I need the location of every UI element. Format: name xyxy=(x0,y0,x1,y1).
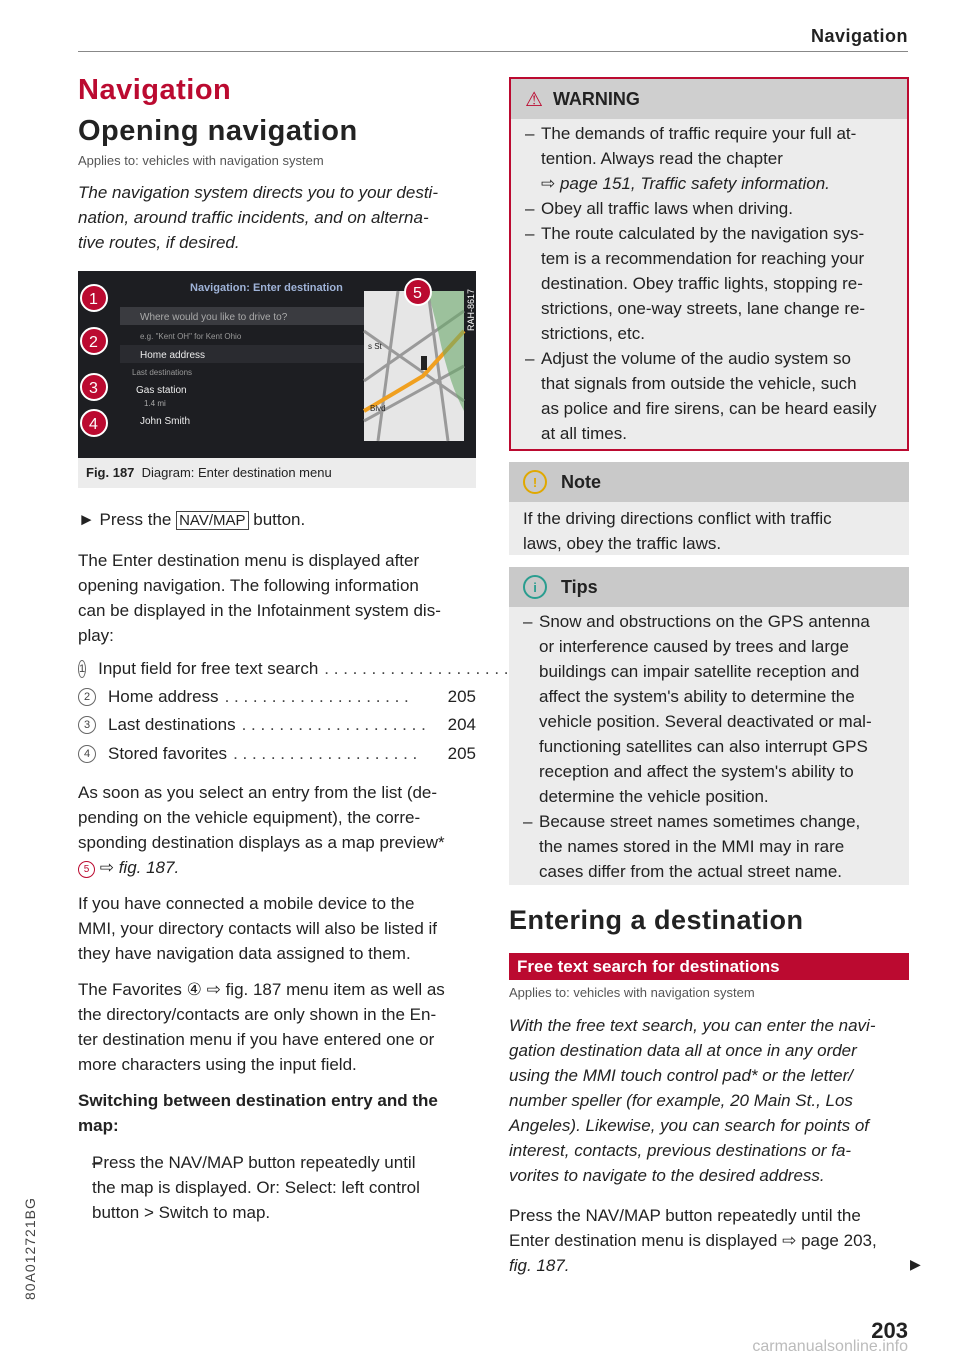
text-line: – The route calculated by the navigation sys- xyxy=(541,224,865,243)
text-line: at all times. xyxy=(541,424,627,443)
warning-body xyxy=(511,119,907,446)
gas-station-item: Gas station xyxy=(136,385,187,396)
intro-line: tive routes, if desired. xyxy=(78,233,240,252)
legend-item xyxy=(78,687,476,707)
paragraph-1 xyxy=(78,548,441,648)
text-line: map: xyxy=(78,1116,119,1135)
destination-flag-icon xyxy=(421,356,427,370)
item-label: Input field for free text search xyxy=(98,659,319,678)
intro-line: The navigation system directs you to your desti- xyxy=(78,183,438,202)
text-line: The Enter destination menu is displayed after xyxy=(78,551,420,570)
text-line: tention. Always read the chapter xyxy=(541,149,783,168)
subsection-title: Free text search for destinations xyxy=(509,953,909,980)
paragraph-3 xyxy=(78,891,437,966)
text-line: the map is displayed. Or: Select: left control xyxy=(92,1178,420,1197)
item-label: Last destinations xyxy=(108,715,236,734)
text-line: Angeles). Likewise, you can search for points of xyxy=(509,1116,870,1135)
document-code: 80A012721BG xyxy=(22,1197,38,1300)
paragraph-4 xyxy=(78,977,445,1077)
nav-map-key: NAV/MAP xyxy=(176,511,248,530)
text-line: ter destination menu if you have entered one or xyxy=(78,1030,435,1049)
press-pre: ► Press the xyxy=(78,510,172,529)
leader-dots: . . . . . . . . . . . . . . . . . . . . xyxy=(241,715,426,734)
text-line: fig. 187. xyxy=(509,1256,570,1275)
applies-note-right: Applies to: vehicles with navigation system xyxy=(509,985,755,1000)
text-line: reception and affect the system's ability to xyxy=(539,762,854,781)
text-line: using the MMI touch control pad* or the letter/ xyxy=(509,1066,853,1085)
callout-label: 4 xyxy=(89,416,98,433)
callout-label: 2 xyxy=(89,334,98,351)
text-line: If the driving directions conflict with traffic xyxy=(523,509,832,528)
warning-icon: ⚠ xyxy=(525,88,543,111)
search-hint: e.g. "Kent OH" for Kent Ohio xyxy=(140,332,242,341)
note-title: Note xyxy=(561,471,601,492)
list-item xyxy=(78,1150,476,1225)
text-line: – Press the NAV/MAP button repeatedly until xyxy=(92,1153,416,1172)
text-line: determine the vehicle position. xyxy=(539,787,769,806)
text-line: laws, obey the traffic laws. xyxy=(523,534,722,553)
text-line: pending on the vehicle equipment), the corre- xyxy=(78,808,421,827)
running-header: Navigation xyxy=(810,26,908,46)
text-line: gation destination data all at once in any order xyxy=(509,1041,857,1060)
text-line: strictions, one-way streets, lane change re- xyxy=(541,299,866,318)
text-line: functioning satellites can also interrupt GPS xyxy=(539,737,868,756)
section-title-entering: Entering a destination xyxy=(509,905,804,935)
tips-item xyxy=(509,609,909,809)
figure-caption xyxy=(78,458,476,488)
header-rule xyxy=(78,51,908,52)
text-line: play: xyxy=(78,626,114,645)
figure-ref: ⇨ fig. 187. xyxy=(99,858,180,877)
text-line: number speller (for example, 20 Main St., Los xyxy=(509,1091,853,1110)
home-address-item: Home address xyxy=(140,350,206,361)
item-page: 205 xyxy=(447,744,476,763)
paragraph-2 xyxy=(78,780,445,880)
figure-enter-destination xyxy=(78,271,476,458)
text-line: Switching between destination entry and the xyxy=(78,1091,438,1110)
search-placeholder: Where would you like to drive to? xyxy=(140,312,288,323)
text-line: vorites to navigate to the desired address. xyxy=(509,1166,825,1185)
text-line: – Snow and obstructions on the GPS antenna xyxy=(539,612,870,631)
item-number: 3 xyxy=(78,716,96,734)
text-line: MMI, your directory contacts will also be listed if xyxy=(78,919,438,938)
warning-box xyxy=(509,77,909,451)
section-title: Opening navigation xyxy=(78,115,358,147)
figure-code: RAH-8617 xyxy=(466,288,476,331)
text-line: they have navigation data assigned to them. xyxy=(78,944,411,963)
map-label: Blvd xyxy=(370,404,386,413)
note-box xyxy=(509,462,909,555)
text-line: opening navigation. The following information xyxy=(78,576,419,595)
text-line: buildings can impair satellite reception and xyxy=(539,662,860,681)
legend-item xyxy=(78,715,476,735)
legend-item xyxy=(78,659,509,679)
tips-box xyxy=(509,567,909,885)
page-number: 203 xyxy=(871,1318,908,1343)
text-line: vehicle position. Several deactivated or mal- xyxy=(539,712,872,731)
leader-dots: . . . . . . . . . . . . . . . . . . . . xyxy=(324,659,509,678)
watermark: carmanualsonline.info xyxy=(752,1338,908,1355)
switching-list xyxy=(78,1150,476,1225)
text-line: – Because street names sometimes change, xyxy=(539,812,861,831)
text-line: the names stored in the MMI may in rare xyxy=(539,837,845,856)
chapter-title: Navigation xyxy=(78,74,232,106)
switching-heading xyxy=(78,1088,438,1138)
text-line: that signals from outside the vehicle, such xyxy=(541,374,857,393)
warning-title: WARNING xyxy=(552,88,640,109)
tips-header xyxy=(509,567,909,607)
leader-dots: . . . . . . . . . . . . . . . . . . . . xyxy=(224,687,409,706)
warning-item xyxy=(511,121,907,196)
text-line: – Obey all traffic laws when driving. xyxy=(541,199,793,218)
free-text-intro xyxy=(509,1013,875,1188)
text-line: ⇨ page 151, Traffic safety information. xyxy=(541,174,830,193)
warning-item xyxy=(511,221,907,346)
item-label: Stored favorites xyxy=(108,744,228,763)
text-line: destination. Obey traffic lights, stopping re- xyxy=(541,274,863,293)
favorite-item: John Smith xyxy=(140,416,191,427)
callout-label: 1 xyxy=(89,291,98,308)
screen-title: Navigation: Enter destination xyxy=(190,282,343,294)
gas-station-distance: 1.4 mi xyxy=(144,399,166,408)
text-line: strictions, etc. xyxy=(541,324,645,343)
callout-ref: 5 xyxy=(78,861,95,878)
text-line: more characters using the input field. xyxy=(78,1055,357,1074)
press-instruction xyxy=(78,507,305,533)
tips-item xyxy=(509,809,909,884)
last-destinations-label: Last destinations xyxy=(132,368,193,377)
figure-caption-text: Diagram: Enter destination menu xyxy=(141,465,332,480)
press-paragraph xyxy=(509,1203,877,1278)
item-page: 204 xyxy=(447,715,476,734)
text-line: – Adjust the volume of the audio system so xyxy=(541,349,851,368)
text-line: button > Switch to map. xyxy=(92,1203,271,1222)
text-line: interest, contacts, previous destinations or fa- xyxy=(509,1141,852,1160)
item-page: 205 xyxy=(447,687,476,706)
info-icon: i xyxy=(523,575,547,599)
text-line: cases differ from the actual street name. xyxy=(539,862,842,881)
tips-body xyxy=(509,607,909,884)
warning-item xyxy=(511,346,907,446)
text-line: affect the system's ability to determine the xyxy=(539,687,855,706)
warning-item xyxy=(511,196,907,221)
tips-title: Tips xyxy=(561,576,598,597)
note-header xyxy=(509,462,909,502)
note-body xyxy=(509,502,909,560)
text-line: If you have connected a mobile device to the xyxy=(78,894,415,913)
warning-header xyxy=(511,79,907,119)
callout-label: 5 xyxy=(413,285,422,302)
note-icon: ! xyxy=(523,470,547,494)
continue-arrow-icon: ▶ xyxy=(910,1256,921,1272)
intro-line: nation, around traffic incidents, and on alterna- xyxy=(78,208,429,227)
item-number: 1 xyxy=(78,660,86,678)
text-line: as police and fire sirens, can be heard easily xyxy=(541,399,877,418)
text-line: the directory/contacts are only shown in the En- xyxy=(78,1005,437,1024)
leader-dots: . . . . . . . . . . . . . . . . . . . . xyxy=(233,744,418,763)
text-line: Enter destination menu is displayed ⇨ page 203, xyxy=(509,1231,877,1250)
figure-diagram xyxy=(78,271,476,458)
callout-label: 3 xyxy=(89,380,98,397)
text-line: can be displayed in the Infotainment system dis- xyxy=(78,601,441,620)
item-label: Home address xyxy=(108,687,219,706)
map-label: s St xyxy=(368,342,382,351)
text-line: or interference caused by trees and large xyxy=(539,637,849,656)
text-line: With the free text search, you can enter the navi- xyxy=(509,1016,876,1035)
text-line: Press the NAV/MAP button repeatedly until the xyxy=(509,1206,861,1225)
item-number: 2 xyxy=(78,688,96,706)
intro-text xyxy=(78,180,438,255)
text-line: sponding destination displays as a map preview* xyxy=(78,833,445,852)
legend-item xyxy=(78,744,476,764)
text-line: – The demands of traffic require your full at- xyxy=(541,124,857,143)
figure-number: Fig. 187 xyxy=(86,465,135,480)
applies-note: Applies to: vehicles with navigation system xyxy=(78,153,324,168)
text-line: As soon as you select an entry from the list (de- xyxy=(78,783,438,802)
item-number: 4 xyxy=(78,745,96,763)
text-line: The Favorites ④ ⇨ fig. 187 menu item as well as xyxy=(78,980,445,999)
press-post: button. xyxy=(253,510,306,529)
text-line: tem is a recommendation for reaching your xyxy=(541,249,865,268)
